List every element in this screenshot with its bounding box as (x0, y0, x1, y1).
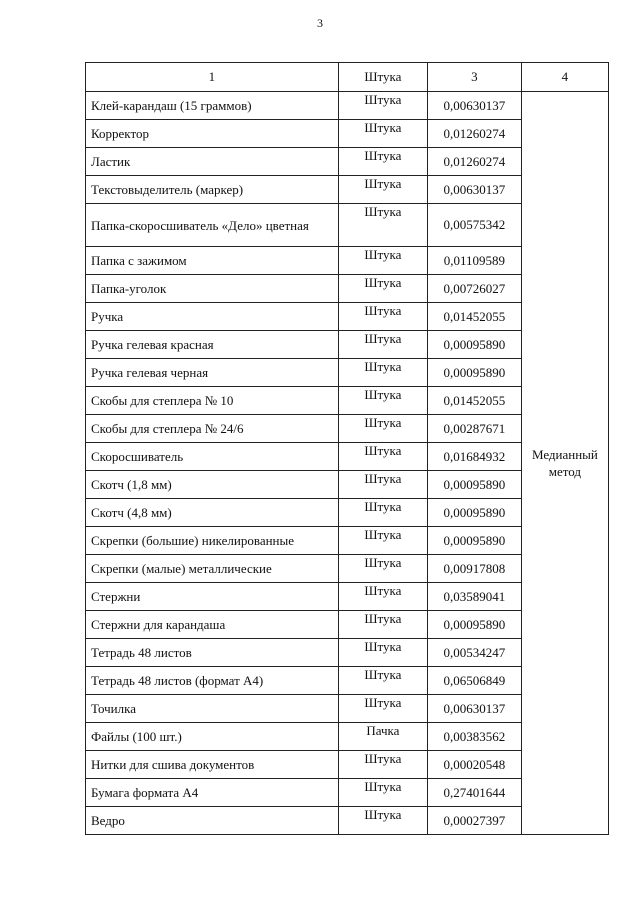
unit-cell: Штука (338, 611, 427, 639)
value-cell: 0,00630137 (428, 695, 522, 723)
value-cell: 0,00726027 (428, 275, 522, 303)
item-name-cell: Текстовыделитель (маркер) (86, 176, 339, 204)
header-col-3: 3 (428, 63, 522, 92)
unit-cell: Штука (338, 387, 427, 415)
unit-cell: Штука (338, 499, 427, 527)
value-cell: 0,00095890 (428, 359, 522, 387)
value-cell: 0,01452055 (428, 303, 522, 331)
value-cell: 0,00575342 (428, 204, 522, 247)
value-cell: 0,03589041 (428, 583, 522, 611)
value-cell: 0,01260274 (428, 148, 522, 176)
unit-cell: Штука (338, 471, 427, 499)
unit-cell: Штука (338, 639, 427, 667)
page-number: 3 (317, 16, 323, 30)
item-name-cell: Папка-уголок (86, 275, 339, 303)
header-col-2: Штука (338, 63, 427, 92)
value-cell: 0,00095890 (428, 527, 522, 555)
unit-cell: Штука (338, 176, 427, 204)
value-cell: 0,01109589 (428, 247, 522, 275)
item-name-cell: Папка-скоросшиватель «Дело» цветная (86, 204, 339, 247)
item-name-cell: Скрепки (большие) никелированные (86, 527, 339, 555)
unit-cell: Штука (338, 415, 427, 443)
item-name-cell: Ручка (86, 303, 339, 331)
value-cell: 0,00095890 (428, 331, 522, 359)
value-cell: 0,00630137 (428, 176, 522, 204)
value-cell: 0,27401644 (428, 779, 522, 807)
item-name-cell: Скотч (4,8 мм) (86, 499, 339, 527)
item-name-cell: Клей-карандаш (15 граммов) (86, 92, 339, 120)
header-col-1: 1 (86, 63, 339, 92)
item-name-cell: Скоросшиватель (86, 443, 339, 471)
item-name-cell: Ведро (86, 807, 339, 835)
method-cell: Медианный метод (521, 92, 608, 835)
table-row (86, 92, 609, 120)
value-cell: 0,00095890 (428, 611, 522, 639)
item-name-cell: Корректор (86, 120, 339, 148)
item-name-cell: Скотч (1,8 мм) (86, 471, 339, 499)
value-cell: 0,00287671 (428, 415, 522, 443)
item-name-cell: Ручка гелевая красная (86, 331, 339, 359)
unit-cell: Штука (338, 120, 427, 148)
value-cell: 0,00020548 (428, 751, 522, 779)
value-cell: 0,00534247 (428, 639, 522, 667)
unit-cell: Штука (338, 555, 427, 583)
value-cell: 0,00095890 (428, 471, 522, 499)
item-name-cell: Тетрадь 48 листов (формат А4) (86, 667, 339, 695)
value-cell: 0,00917808 (428, 555, 522, 583)
unit-cell: Штука (338, 667, 427, 695)
item-name-cell: Тетрадь 48 листов (86, 639, 339, 667)
value-cell: 0,00095890 (428, 499, 522, 527)
unit-cell: Штука (338, 779, 427, 807)
value-cell: 0,00027397 (428, 807, 522, 835)
unit-cell: Штука (338, 583, 427, 611)
unit-cell: Штука (338, 807, 427, 835)
price-table (85, 62, 609, 835)
unit-cell: Штука (338, 303, 427, 331)
item-name-cell: Ластик (86, 148, 339, 176)
item-name-cell: Скрепки (малые) металлические (86, 555, 339, 583)
table-header-row (86, 63, 609, 92)
item-name-cell: Стержни для карандаша (86, 611, 339, 639)
item-name-cell: Бумага формата А4 (86, 779, 339, 807)
value-cell: 0,00383562 (428, 723, 522, 751)
item-name-cell: Папка с зажимом (86, 247, 339, 275)
unit-cell: Штука (338, 751, 427, 779)
unit-cell: Штука (338, 148, 427, 176)
value-cell: 0,00630137 (428, 92, 522, 120)
item-name-cell: Нитки для сшива документов (86, 751, 339, 779)
unit-cell: Штука (338, 92, 427, 120)
unit-cell: Штука (338, 527, 427, 555)
unit-cell: Штука (338, 247, 427, 275)
item-name-cell: Скобы для степлера № 24/6 (86, 415, 339, 443)
unit-cell: Штука (338, 695, 427, 723)
unit-cell: Пачка (338, 723, 427, 751)
unit-cell: Штука (338, 443, 427, 471)
value-cell: 0,01260274 (428, 120, 522, 148)
value-cell: 0,06506849 (428, 667, 522, 695)
value-cell: 0,01452055 (428, 387, 522, 415)
item-name-cell: Скобы для степлера № 10 (86, 387, 339, 415)
unit-cell: Штука (338, 331, 427, 359)
unit-cell: Штука (338, 204, 427, 247)
table-body (86, 92, 609, 835)
item-name-cell: Ручка гелевая черная (86, 359, 339, 387)
unit-cell: Штука (338, 359, 427, 387)
header-col-4: 4 (521, 63, 608, 92)
unit-cell: Штука (338, 275, 427, 303)
item-name-cell: Стержни (86, 583, 339, 611)
value-cell: 0,01684932 (428, 443, 522, 471)
item-name-cell: Точилка (86, 695, 339, 723)
item-name-cell: Файлы (100 шт.) (86, 723, 339, 751)
